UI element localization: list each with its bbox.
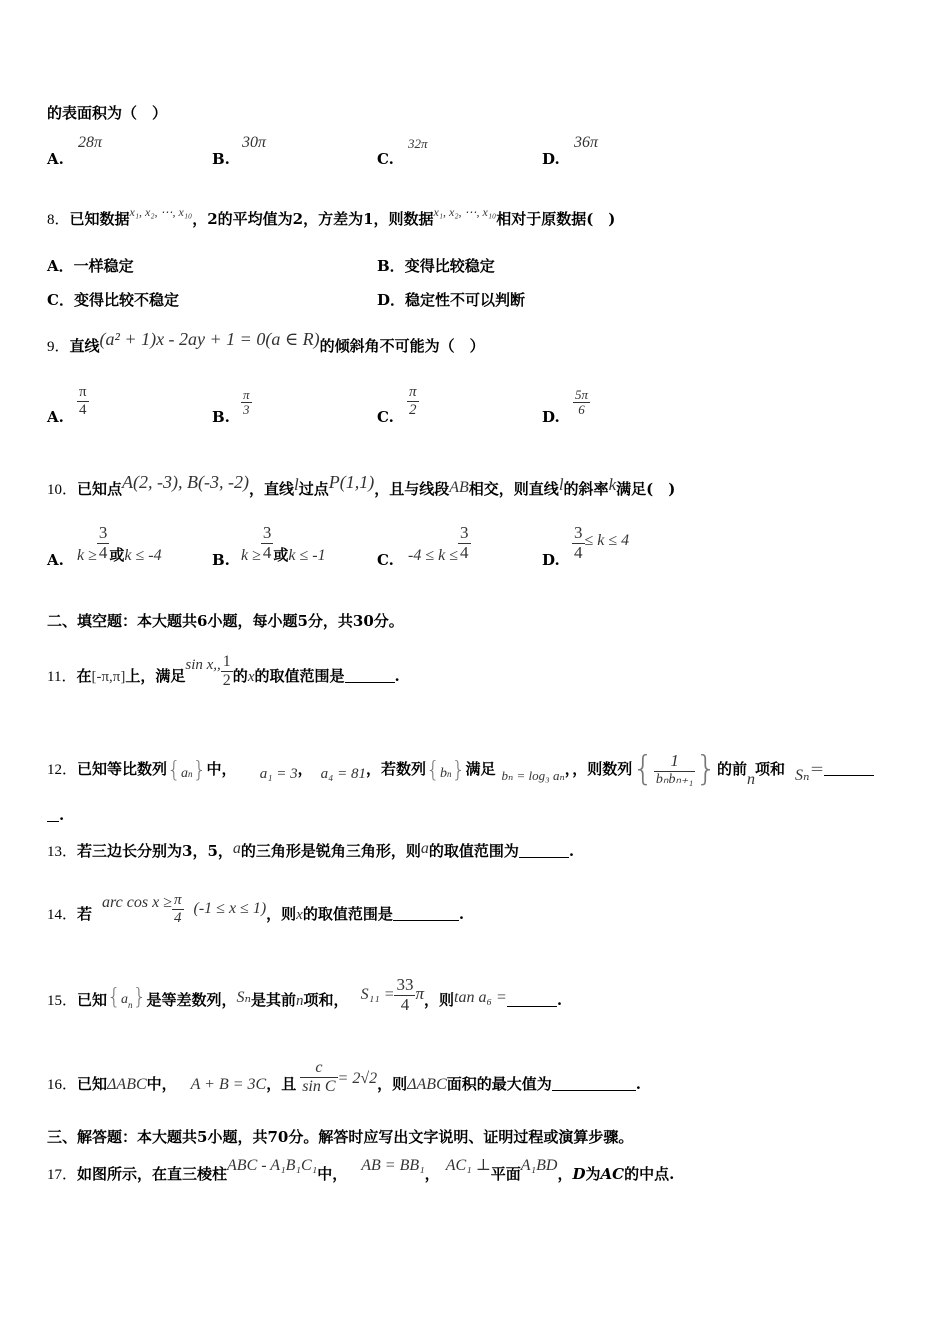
q15-var-n: n (296, 993, 304, 1010)
q12-text-6: 的前 (716, 760, 747, 778)
fraction-denominator: 4 (574, 542, 583, 562)
expr-pre: -4 ≤ k ≤ (408, 546, 458, 564)
q15-text-3: 是其前 (251, 991, 297, 1010)
q17-stem (47, 1157, 675, 1184)
q10-option-d (542, 551, 560, 569)
q16-fraction (300, 1059, 337, 1095)
q10-segment-ab: AB (449, 479, 469, 496)
q13-text-1: 若三边长分别为3，5， (77, 842, 233, 860)
q7-option-b (212, 150, 230, 168)
q17-point-d: D (572, 1165, 586, 1183)
q12-seq-b: b (440, 766, 447, 781)
question-number: 13． (47, 844, 78, 860)
q15-text-1: 已知 (77, 991, 108, 1010)
expr-post: k ≤ -1 (288, 546, 326, 564)
option-text: 稳定性不可以判断 (405, 291, 526, 309)
q7-tail-text: 的表面积为（ ） (47, 104, 168, 122)
question-number: 16． (47, 1077, 78, 1094)
q10-option-d-expr (572, 524, 629, 562)
q10-point-p: P(1,1) (328, 472, 375, 492)
fraction-denominator: 4 (262, 542, 272, 562)
q10-option-c-expr (408, 524, 471, 562)
q10-stem (47, 472, 676, 499)
q12-text-7: 项和 (754, 760, 785, 778)
q13-text-3: 的取值范围为 (428, 842, 519, 860)
fraction-numerator: c (300, 1059, 337, 1078)
option-label: D. (542, 150, 560, 168)
fraction-numerator: π (243, 387, 250, 402)
q10-option-a-expr (77, 524, 162, 562)
q13-text-2: 的三角形是锐角三角形，则 (240, 842, 421, 860)
q12-text-1: 已知等比数列 (77, 760, 168, 778)
q9-option-b-fraction (241, 388, 252, 418)
q17-text-3: ， (424, 1165, 440, 1183)
expr-fraction (261, 524, 274, 562)
q12-separator-2: ， (564, 760, 573, 778)
fraction-numerator: 1 (222, 653, 231, 670)
q11-end: . (394, 667, 400, 686)
fraction-denominator: 3 (243, 402, 250, 418)
q8-text-3: 相对于原数据( ) (496, 210, 616, 228)
q14-text-2: ，则 (266, 905, 297, 923)
q8-text-2: ，2的平均值为2，方差为1，则数据 (192, 210, 434, 228)
q13-var-a-2: a (420, 840, 429, 857)
q11-text-1: 在 (76, 667, 92, 686)
q9-option-d-fraction (573, 388, 590, 418)
q16-text-5: 面积的最大值为 (446, 1075, 552, 1094)
q7-option-a (47, 150, 64, 168)
q15-s11: S₁₁ = (360, 986, 395, 1004)
q8-option-c (47, 289, 179, 310)
option-label: D. (542, 408, 560, 426)
q10-text-1: 已知点 (77, 480, 123, 498)
q12-a4: a₄ = 81 (320, 766, 366, 782)
answer-blank[interactable] (519, 843, 569, 858)
q17-segment-ac: AC (600, 1165, 625, 1183)
q12-continuation (47, 806, 64, 824)
q12-stem: 12．已知等比数列$\{a_n\}$中， a₁ = 3， a₄ = 81，若数列$\{b_n\}$满足 bₙ = log₃ aₙ，，则数列{ $\frac{1}{\text{bₙbₙ₊₁}}$ }的前n项和 Sₙ＝ (47, 743, 874, 788)
q15-tan-a6: tan a₆ = (454, 989, 507, 1007)
q10-line-l: l (294, 475, 299, 494)
q13-var-a: a (232, 840, 241, 857)
answer-blank[interactable] (507, 992, 557, 1007)
q11-sin-expr: sin x,, (185, 657, 221, 674)
q14-arccos-expr: arc cos x ≥ (102, 894, 172, 911)
q11-var-x: x (247, 669, 255, 686)
answer-blank[interactable] (552, 1076, 636, 1091)
q14-text-1: 若 (77, 905, 93, 923)
q15-sn: Sₙ (236, 989, 252, 1007)
fraction-numerator: 33 (396, 975, 414, 994)
q10-line-l-2: l (558, 475, 564, 494)
q17-text-4: 平面 (490, 1165, 521, 1183)
q16-text-1: 已知 (77, 1075, 108, 1094)
fraction-numerator: 5π (575, 387, 589, 402)
q17-text-7: 的中点. (624, 1165, 675, 1183)
q17-condition-2: AC₁ ⊥ (445, 1157, 491, 1174)
question-number: 12． (47, 762, 78, 778)
q16-end: . (635, 1075, 641, 1094)
q12-text-3: ，若数列 (365, 760, 426, 778)
q12-text-2: 中， (206, 760, 237, 778)
answer-blank[interactable] (824, 761, 874, 776)
q15-end: . (556, 991, 563, 1010)
question-number: 9． (47, 339, 70, 355)
fraction-denominator: 4 (79, 401, 87, 418)
answer-blank-tail[interactable] (47, 807, 59, 822)
q7-option-c (377, 150, 394, 168)
fraction-numerator: 3 (262, 523, 272, 542)
option-label: A. (47, 408, 64, 426)
option-label: C. (377, 408, 394, 426)
q11-text-3: 的 (232, 667, 248, 686)
fraction-numerator: π (79, 384, 87, 400)
fraction-denominator: 4 (400, 994, 410, 1014)
q8-option-a (47, 255, 134, 276)
q12-text-5: ，则数列 (572, 760, 633, 778)
q9-option-d (542, 408, 560, 426)
q7-option-c-value: 32π (408, 136, 428, 151)
q15-stem: 15．已知$\{a_n\}$是等差数列，Sₙ是其前n项和， S₁₁ = $\frac{33}{4}$ π，则tan a₆ = . (47, 975, 563, 1014)
q17-prism: ABC - A₁B₁C₁ (227, 1157, 318, 1174)
q13-end: . (568, 842, 575, 860)
q10-text-2: ，直线 (248, 480, 294, 498)
q8-stem (47, 205, 616, 229)
q14-var-x: x (296, 907, 303, 923)
fraction-denominator: 6 (578, 402, 585, 418)
question-number: 11． (47, 669, 77, 686)
question-number: 17． (47, 1167, 78, 1183)
expr-pre: k ≥ (77, 546, 97, 564)
option-label: C． (47, 291, 74, 309)
q7-tail (47, 102, 167, 123)
q17-text-2: 中， (317, 1165, 348, 1183)
expr-fraction (97, 524, 110, 562)
option-text: 变得比较不稳定 (73, 291, 179, 309)
fraction-numerator: 3 (460, 523, 469, 542)
expr-pre: k ≥ (241, 546, 261, 564)
q16-equals-expr: = 2√2 (337, 1070, 378, 1088)
q12-a1: a₁ = 3 (259, 766, 298, 782)
q9-option-a (47, 408, 64, 426)
question-number: 14． (47, 907, 78, 923)
q12-end: . (59, 806, 65, 824)
option-label: B. (212, 408, 230, 426)
q16-triangle-2: ΔABC (407, 1076, 447, 1094)
q10-option-c (377, 551, 394, 569)
q14-condition: (-1 ≤ x ≤ 1) (193, 900, 267, 917)
answer-blank[interactable] (345, 668, 395, 683)
q12-fraction (654, 752, 695, 787)
expr-fraction (572, 524, 585, 562)
option-label: C. (377, 551, 394, 569)
option-text: 变得比较稳定 (404, 257, 495, 275)
q11-interval: [-π,π] (91, 669, 126, 686)
fraction-denominator: 2 (222, 671, 231, 689)
q15-pi: π (415, 984, 425, 1004)
q17-text-5: ， (557, 1165, 573, 1183)
q8-option-d (377, 289, 525, 310)
q11-fraction (221, 653, 233, 689)
q9-option-c (377, 408, 394, 426)
q17-text-1: 如图所示，在直三棱柱 (77, 1165, 228, 1183)
q10-text-5: 相交，则直线 (468, 480, 559, 498)
option-label: C. (377, 150, 394, 168)
option-label: D． (377, 291, 406, 309)
q14-end: . (458, 905, 465, 923)
q11-text-2: 上，满足 (125, 667, 186, 686)
q10-text-7: 满足( ) (616, 480, 676, 498)
q17-plane: A₁BD (520, 1157, 558, 1174)
section-solution-title: 三、解答题：本大题共5小题，共70分。解答时应写出文字说明、证明过程或演算步骤。 (47, 1128, 634, 1146)
q12-separator-1: ， (297, 760, 313, 778)
option-label: B. (212, 551, 230, 569)
section-fill-in-title: 二、填空题：本大题共6小题，每小题5分，共30分。 (47, 612, 404, 630)
q12-seq-a: a (181, 766, 189, 781)
fraction-numerator: 3 (574, 523, 583, 542)
q14-stem (47, 892, 465, 932)
q8-text-1: 已知数据 (69, 210, 130, 228)
option-label: A. (47, 150, 64, 168)
q15-text-4: 项和， (303, 991, 349, 1010)
option-text: 一样稳定 (73, 257, 134, 275)
question-number: 8． (47, 212, 70, 228)
q13-stem (47, 840, 574, 861)
q15-text-5: ，则 (424, 991, 455, 1010)
expr-post: k ≤ -4 (124, 546, 162, 564)
fraction-denominator: 2 (409, 401, 417, 418)
q15-fraction (394, 976, 415, 1014)
fraction-denominator: sin C (302, 1077, 336, 1095)
fraction-denominator: bₙbₙ₊₁ (655, 772, 694, 788)
q10-text-3: 过点 (298, 480, 329, 498)
q7-option-d (542, 150, 560, 168)
q9-text-2: 的倾斜角不可能为（ ） (319, 337, 485, 355)
q16-condition: A + B = 3C (190, 1076, 267, 1094)
q10-text-4: ，且与线段 (374, 480, 450, 498)
q12-text-4: 满足 (465, 760, 496, 778)
fraction-denominator: 4 (460, 542, 469, 562)
q15-seq-a: a (121, 992, 129, 1008)
question-number: 10． (47, 482, 78, 498)
q14-fraction (172, 892, 184, 926)
option-label: A． (47, 257, 74, 275)
q11-stem (47, 653, 400, 695)
option-label: B. (212, 150, 230, 168)
q9-option-c-fraction (407, 384, 419, 418)
q9-option-b (212, 408, 230, 426)
fraction-numerator: 3 (98, 523, 108, 542)
q9-text-1: 直线 (69, 337, 100, 355)
q14-text-3: 的取值范围是 (302, 905, 393, 923)
q9-line-equation: (a² + 1)x - 2ay + 1 = 0(a ∈ R) (99, 329, 320, 349)
expr-or: 或 (273, 545, 289, 564)
fraction-denominator: 4 (173, 909, 182, 926)
q10-slope-k: k (608, 475, 617, 494)
q16-text-4: ，则 (377, 1075, 408, 1094)
q16-triangle: ΔABC (107, 1076, 147, 1094)
q12-b-definition: bₙ = log₃ aₙ (501, 768, 565, 783)
q17-text-6: 为 (585, 1165, 601, 1183)
q10-text-6: 的斜率 (563, 480, 609, 498)
q12-var-n: n (746, 771, 755, 788)
q9-option-a-fraction (77, 384, 89, 418)
q15-text-2: 是等差数列， (146, 991, 237, 1010)
q16-text-2: 中， (146, 1075, 177, 1094)
fraction-denominator: 4 (98, 542, 108, 562)
q16-text-3: ，且 (266, 1075, 297, 1094)
q12-sn: Sₙ (794, 767, 810, 784)
fraction-numerator: 1 (654, 752, 695, 772)
q17-condition-1: AB = BB₁ (361, 1157, 425, 1174)
expr-post: ≤ k ≤ 4 (584, 531, 630, 549)
q10-option-a (47, 551, 64, 569)
q10-points: A(2, -3), B(-3, -2) (122, 472, 249, 492)
expr-or: 或 (109, 545, 125, 564)
q11-text-4: 的取值范围是 (254, 667, 345, 686)
q8-data-seq-2: x₁, x₂, ⋯, x₁₀ (433, 205, 497, 219)
q8-option-b (377, 255, 495, 276)
q12-equals: ＝ (809, 760, 825, 778)
fraction-numerator: π (173, 892, 182, 908)
option-label: D. (542, 551, 560, 569)
q7-option-b-value: 30π (242, 134, 267, 151)
fraction-numerator: π (409, 384, 417, 400)
option-label: B． (377, 257, 405, 275)
q10-option-b-expr (241, 524, 326, 562)
q16-stem (47, 1059, 641, 1103)
q7-option-d-value: 36π (574, 134, 599, 151)
question-number: 15． (47, 993, 78, 1010)
q7-option-a-value: 28π (78, 134, 103, 151)
answer-blank[interactable] (393, 906, 459, 921)
q8-data-seq: x₁, x₂, ⋯, x₁₀ (129, 205, 193, 219)
option-label: A. (47, 551, 64, 569)
expr-fraction (458, 524, 471, 562)
q9-stem (47, 329, 485, 356)
q10-option-b (212, 551, 230, 569)
